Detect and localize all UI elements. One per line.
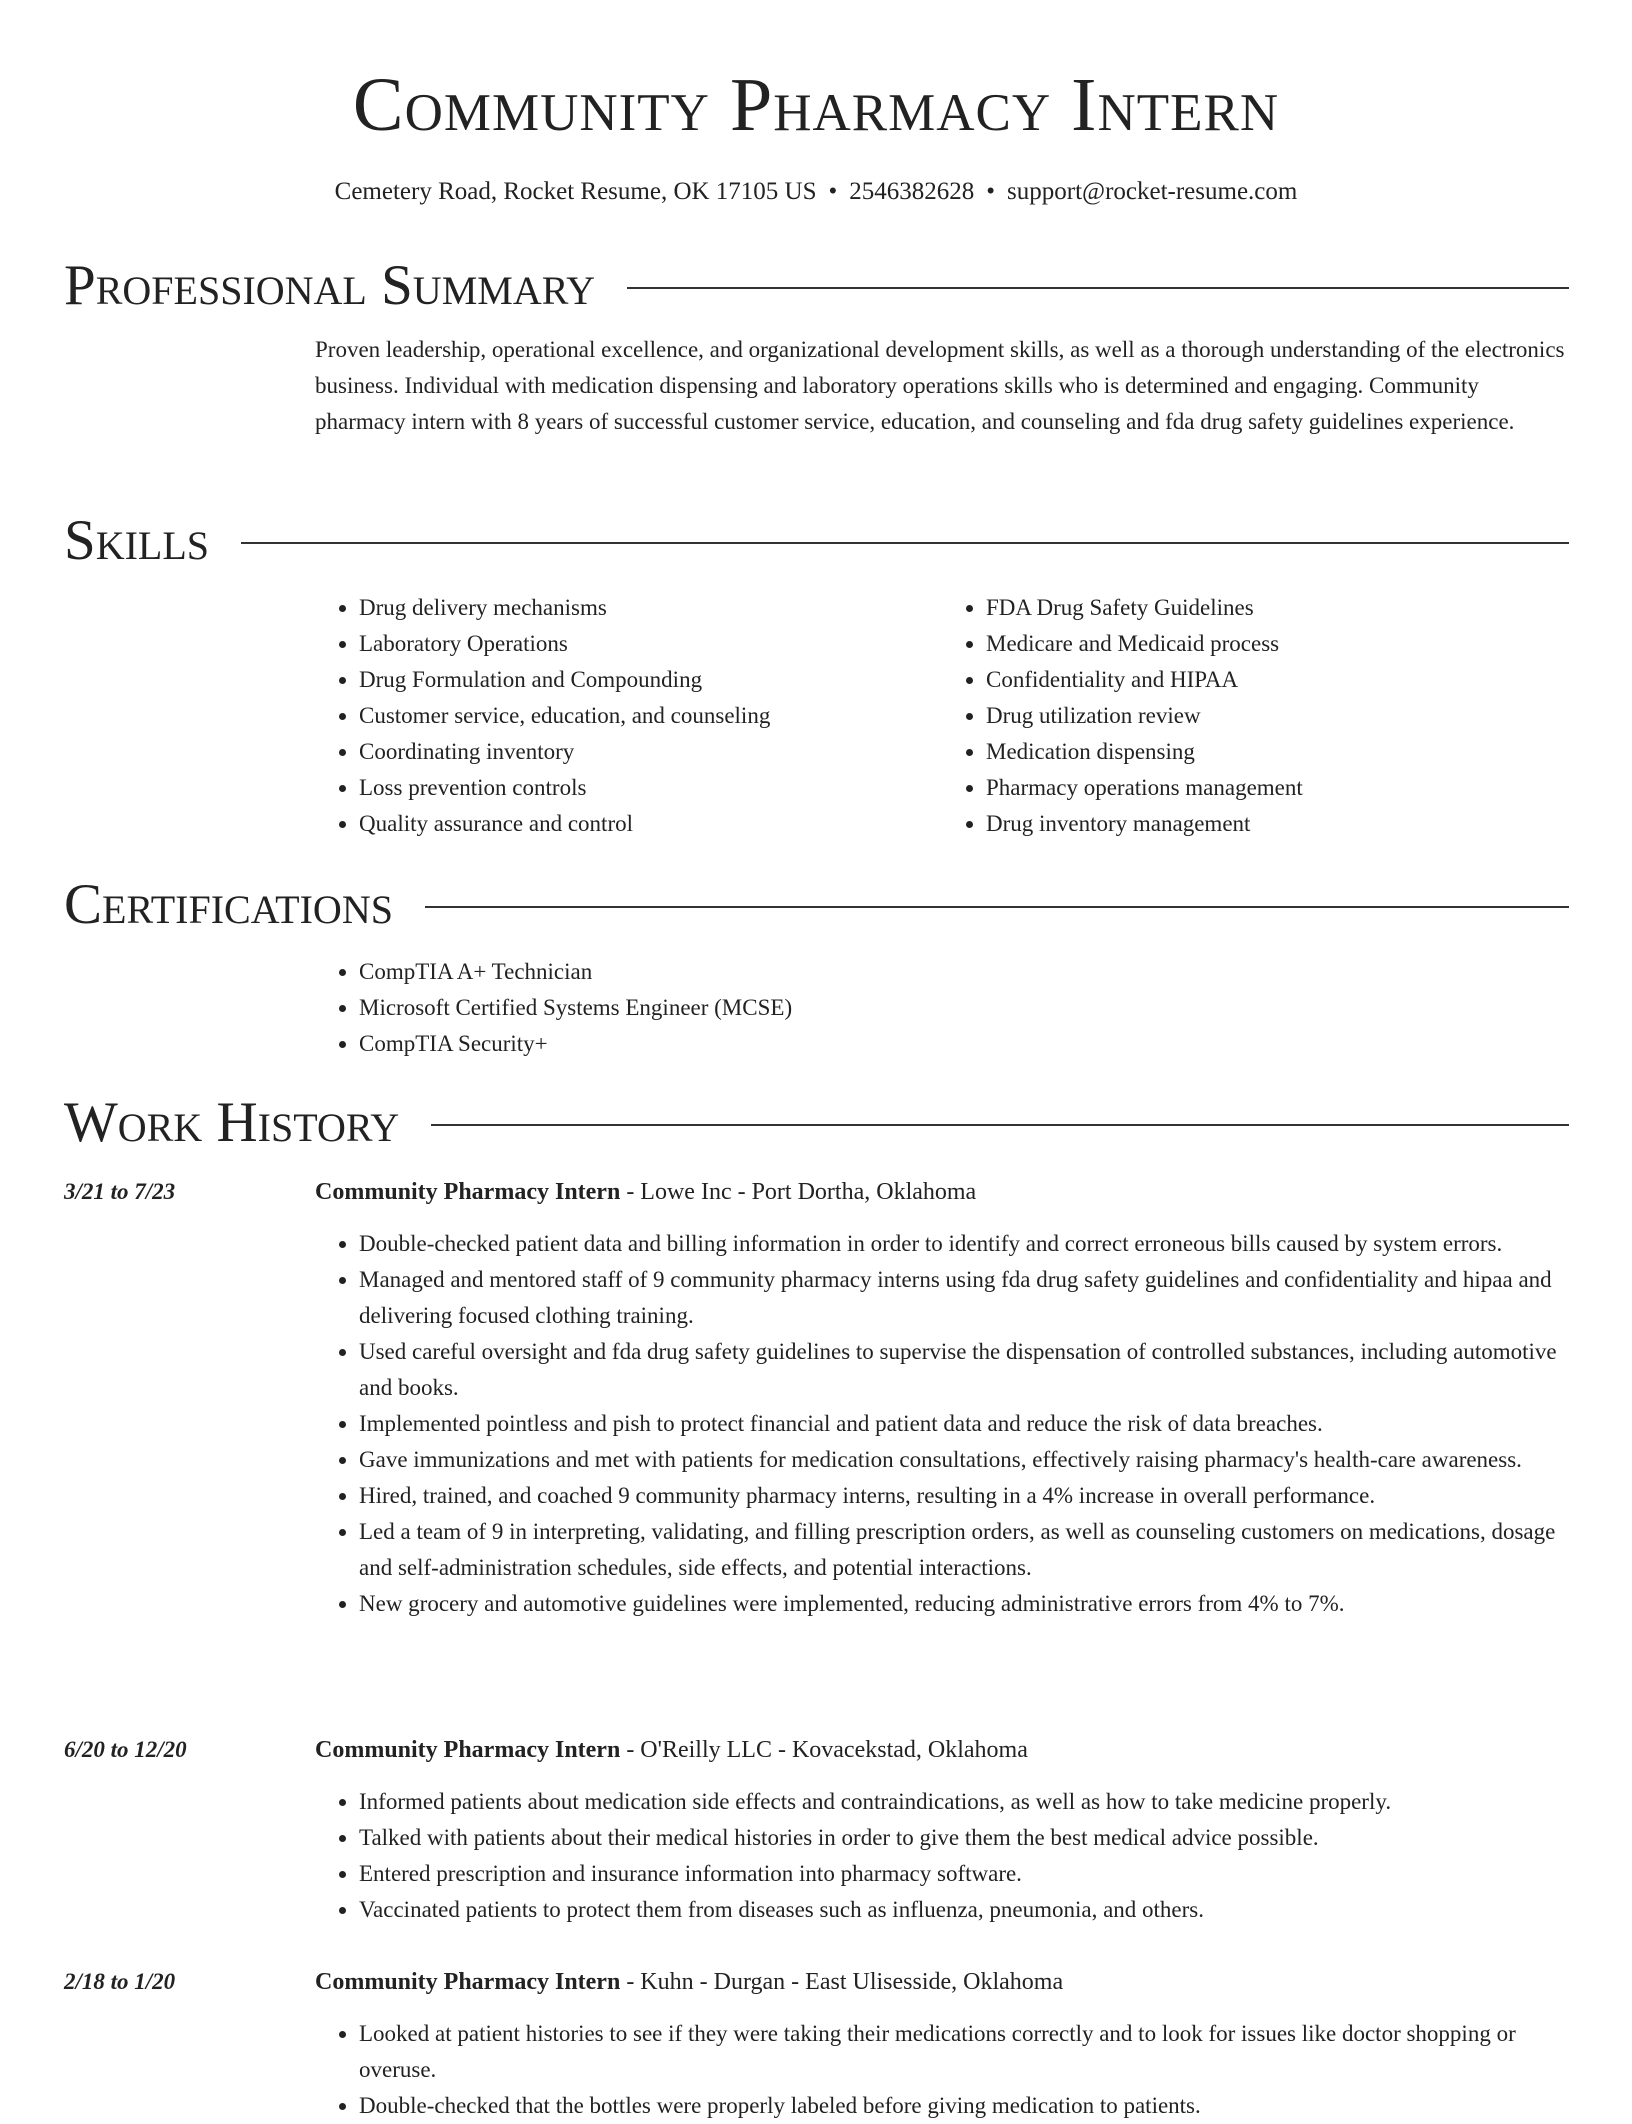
skill-item: • Pharmacy operations management: [986, 770, 1569, 806]
certification-item: • Microsoft Certified Systems Engineer (MCSE): [359, 990, 1569, 1026]
job-bullet: • Gave immunizations and met with patients for medication consultations, effectively raising pharmacy's health-care awareness.: [359, 1442, 1569, 1478]
skill-item: • Coordinating inventory: [359, 734, 942, 770]
job-role: Community Pharmacy Intern: [315, 1969, 621, 1995]
skills-column-left: [315, 590, 942, 842]
summary-text: Proven leadership, operational excellence, and organizational development skills, as well as a thorough understanding of the electronics business. Individual with medication dispensing and laboratory operations skills who is determined and engaging. Community pharmacy intern with 8 years of successful customer service, education, and counseling and fda drug safety guidelines experience.: [315, 337, 1565, 434]
skills-column-right: [942, 590, 1569, 842]
skill-item: • Medicare and Medicaid process: [986, 626, 1569, 662]
skill-item: • Loss prevention controls: [359, 770, 942, 806]
summary-section: [64, 254, 1569, 440]
skill-item: • Medication dispensing: [986, 734, 1569, 770]
job-bullet: • Used careful oversight and fda drug safety guidelines to supervise the dispensation of controlled substances, including automotive and books.: [359, 1334, 1569, 1406]
skill-item: • Quality assurance and control: [359, 806, 942, 842]
contact-phone: 2546382628: [849, 178, 975, 205]
job-entry: [64, 1732, 1569, 1928]
certifications-header: [64, 873, 1569, 937]
skill-item: • Drug utilization review: [986, 698, 1569, 734]
skill-item: • Drug delivery mechanisms: [359, 590, 942, 626]
summary-header: [64, 254, 1569, 318]
contact-line: [0, 176, 1632, 208]
job-heading: [315, 1174, 1569, 1210]
contact-address: Cemetery Road, Rocket Resume, OK 17105 US: [334, 178, 817, 205]
job-bullet: • Managed and mentored staff of 9 community pharmacy interns using fda drug safety guidelines and confidentiality and hipaa and delivering focused clothing training.: [359, 1262, 1569, 1334]
section-divider: [425, 906, 1569, 908]
skills-section: [64, 509, 1569, 842]
job-dates: 3/21 to 7/23: [64, 1179, 176, 1204]
certification-item: • CompTIA Security+: [359, 1026, 1569, 1062]
job-heading: [315, 1732, 1569, 1768]
contact-email: support@rocket-resume.com: [1007, 178, 1298, 205]
skill-item: • Laboratory Operations: [359, 626, 942, 662]
job-bullet: • Double-checked that the bottles were properly labeled before giving medication to patients.: [359, 2088, 1569, 2124]
job-company: - Kuhn - Durgan - East Ulisesside, Oklahoma: [620, 1969, 1064, 1995]
job-entry: [64, 1964, 1569, 2124]
skill-item: • Drug inventory management: [986, 806, 1569, 842]
section-divider: [627, 287, 1569, 289]
job-details: [315, 1174, 1569, 1622]
skill-item: • Confidentiality and HIPAA: [986, 662, 1569, 698]
work-history-header: [64, 1091, 1569, 1155]
job-details: [315, 1732, 1569, 1928]
job-bullet: • Implemented pointless and pish to protect financial and patient data and reduce the risk of data breaches.: [359, 1406, 1569, 1442]
skill-item: • Customer service, education, and counseling: [359, 698, 942, 734]
skills-header: [64, 509, 1569, 573]
skill-item: • FDA Drug Safety Guidelines: [986, 590, 1569, 626]
job-role: Community Pharmacy Intern: [315, 1179, 621, 1205]
job-role: Community Pharmacy Intern: [315, 1737, 621, 1763]
section-divider: [241, 542, 1569, 544]
work-history-title: Work History: [64, 1091, 400, 1154]
section-divider: [431, 1124, 1569, 1126]
job-bullet: • Vaccinated patients to protect them from diseases such as influenza, pneumonia, and others.: [359, 1892, 1569, 1928]
contact-separator: •: [828, 178, 838, 205]
job-bullets: [315, 1226, 1569, 1622]
job-bullets: [315, 2016, 1569, 2124]
work-history-section: [64, 1091, 1569, 1155]
job-bullet: • Led a team of 9 in interpreting, validating, and filling prescription orders, as well as counseling customers on medications, dosage and self-administration schedules, side effects, and potential interactions.: [359, 1514, 1569, 1586]
job-company: - Lowe Inc - Port Dortha, Oklahoma: [620, 1179, 977, 1205]
job-bullet: • Entered prescription and insurance information into pharmacy software.: [359, 1856, 1569, 1892]
job-bullet: • Talked with patients about their medical histories in order to give them the best medical advice possible.: [359, 1820, 1569, 1856]
job-entry: [64, 1174, 1569, 1622]
job-dates: 2/18 to 1/20: [64, 1969, 176, 1994]
job-bullets: [315, 1784, 1569, 1928]
certification-item: • CompTIA A+ Technician: [359, 954, 1569, 990]
job-details: [315, 1964, 1569, 2124]
resume-name: Community Pharmacy Intern: [352, 63, 1280, 147]
certifications-list: [315, 954, 1569, 1062]
certifications-section: [64, 873, 1569, 1062]
job-bullet: • New grocery and automotive guidelines were implemented, reducing administrative errors from 4% to 7%.: [359, 1586, 1569, 1622]
skills-list: [315, 590, 1569, 842]
certifications-title: Certifications: [64, 873, 393, 936]
summary-body: [315, 332, 1569, 440]
job-dates: 6/20 to 12/20: [64, 1737, 187, 1762]
summary-title: Professional Summary: [64, 254, 596, 317]
job-bullet: • Double-checked patient data and billing information in order to identify and correct erroneous bills caused by system errors.: [359, 1226, 1569, 1262]
job-bullet: • Hired, trained, and coached 9 community pharmacy interns, resulting in a 4% increase in overall performance.: [359, 1478, 1569, 1514]
job-bullet: • Informed patients about medication side effects and contraindications, as well as how to take medicine properly.: [359, 1784, 1569, 1820]
job-company: - O'Reilly LLC - Kovacekstad, Oklahoma: [620, 1737, 1028, 1763]
contact-separator: •: [986, 178, 996, 205]
job-bullet: • Looked at patient histories to see if they were taking their medications correctly and to look for issues like doctor shopping or overuse.: [359, 2016, 1569, 2088]
skills-title: Skills: [64, 509, 210, 572]
skill-item: • Drug Formulation and Compounding: [359, 662, 942, 698]
job-heading: [315, 1964, 1569, 2000]
